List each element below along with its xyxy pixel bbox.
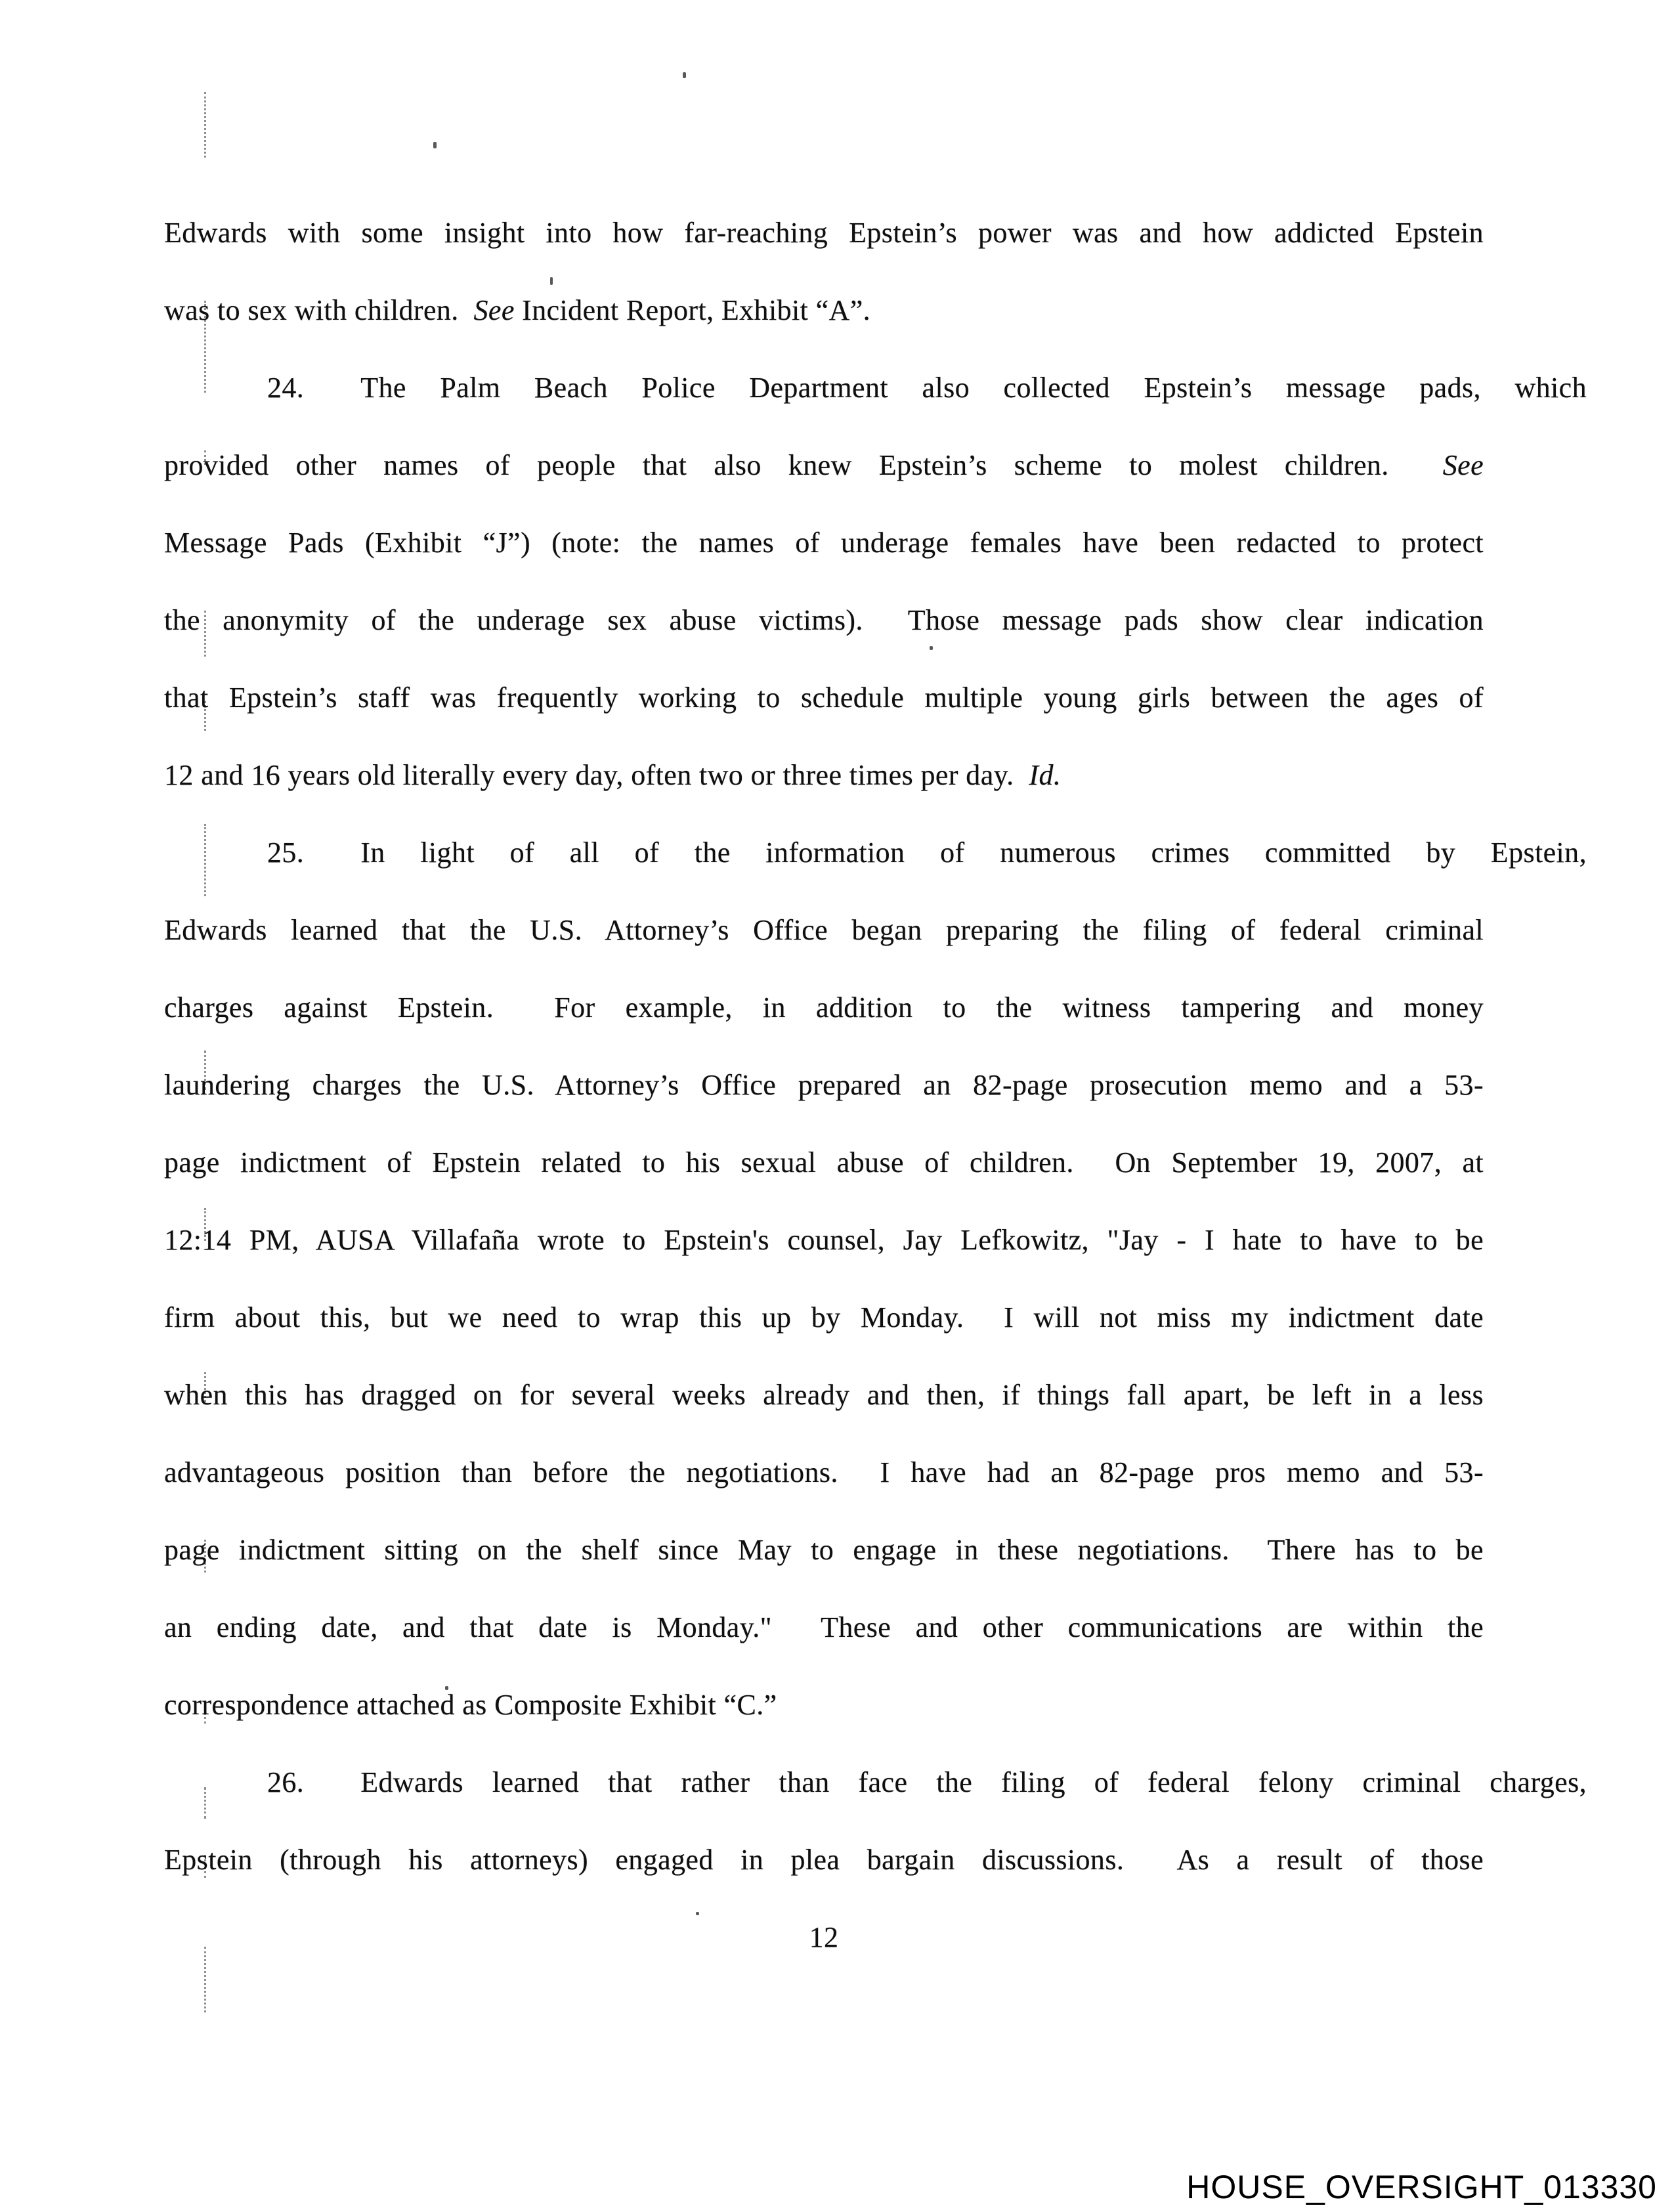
text-line xyxy=(164,427,1484,504)
text-line xyxy=(164,1434,1484,1511)
scan-speck xyxy=(683,72,686,78)
page-number: 12 xyxy=(809,1921,839,1953)
text-run: firm about this, but we need to wrap this up by Monday. I will not miss my indictment date xyxy=(164,1301,1484,1334)
document-text xyxy=(164,194,1587,1976)
text-line xyxy=(164,1511,1484,1589)
text-line xyxy=(164,892,1484,969)
tab-space xyxy=(304,1744,360,1821)
text-line xyxy=(164,349,1587,427)
italic-text-run: See xyxy=(473,294,515,326)
text-run: The Palm Beach Police Department also collected Epstein’s message pads, which xyxy=(360,372,1587,404)
text-line xyxy=(164,1821,1484,1899)
text-line xyxy=(164,272,1484,349)
text-line xyxy=(164,1666,1484,1744)
tab-space xyxy=(304,814,360,892)
text-line xyxy=(164,582,1484,659)
text-line xyxy=(164,194,1484,272)
text-run: 24. xyxy=(267,372,305,404)
text-run: charges against Epstein. For example, in addition to the witness tampering and money xyxy=(164,991,1484,1024)
text-run: the anonymity of the underage sex abuse victims). Those message pads show clear indication xyxy=(164,604,1484,636)
text-run: advantageous position than before the negotiations. I have had an 82-page pros memo and 53- xyxy=(164,1456,1484,1488)
text-line xyxy=(164,1744,1587,1821)
text-run: when this has dragged on for several weeks already and then, if things fall apart, be left in a less xyxy=(164,1379,1484,1411)
text-run: an ending date, and that date is Monday." These and other communications are within the xyxy=(164,1611,1484,1643)
text-run: 25. xyxy=(267,836,305,869)
text-line xyxy=(164,737,1484,814)
text-run: was to sex with children. xyxy=(164,294,474,326)
tab-space xyxy=(304,349,360,427)
scan-speck xyxy=(433,142,437,148)
text-run: Edwards learned that rather than face the filing of federal felony criminal charges, xyxy=(360,1766,1587,1798)
text-run: Edwards learned that the U.S. Attorney’s Office began preparing the filing of federal criminal xyxy=(164,914,1484,946)
text-run: page indictment sitting on the shelf since May to engage in these negotiations. There has to be xyxy=(164,1534,1484,1566)
text-run: correspondence attached as Composite Exhibit “C.” xyxy=(164,1689,777,1721)
italic-text-run: See xyxy=(1442,449,1484,481)
scan-artifact xyxy=(204,92,206,158)
text-line xyxy=(164,1202,1484,1279)
text-run: Message Pads (Exhibit “J”) (note: the names of underage females have been redacted to protect xyxy=(164,527,1484,559)
text-line xyxy=(164,969,1484,1047)
italic-text-run: Id. xyxy=(1029,759,1062,791)
text-run: In light of all of the information of numerous crimes committed by Epstein, xyxy=(360,836,1587,869)
text-line xyxy=(164,1589,1484,1666)
text-run: 26. xyxy=(267,1766,305,1798)
text-line xyxy=(164,1047,1484,1124)
text-line xyxy=(164,1124,1484,1202)
text-run: laundering charges the U.S. Attorney’s Office prepared an 82-page prosecution memo and a 53- xyxy=(164,1069,1484,1101)
text-line xyxy=(164,659,1484,737)
text-run: that Epstein’s staff was frequently working to schedule multiple young girls between the ages of xyxy=(164,682,1484,714)
text-run: Epstein (through his attorneys) engaged in plea bargain discussions. As a result of those xyxy=(164,1844,1484,1876)
text-run: 12 and 16 years old literally every day, often two or three times per day. xyxy=(164,759,1029,791)
text-line xyxy=(164,814,1587,892)
text-run: Edwards with some insight into how far-reaching Epstein’s power was and how addicted Epstein xyxy=(164,217,1484,249)
text-run: provided other names of people that also knew Epstein’s scheme to molest children. xyxy=(164,449,1443,481)
text-line xyxy=(164,1279,1484,1356)
text-run: Incident Report, Exhibit “A”. xyxy=(514,294,871,326)
text-run: 12:14 PM, AUSA Villafaña wrote to Epstein's counsel, Jay Lefkowitz, "Jay - I hate to have to be xyxy=(164,1224,1484,1256)
text-run: page indictment of Epstein related to his sexual abuse of children. On September 19, 2007, at xyxy=(164,1146,1484,1179)
text-line xyxy=(164,1356,1484,1434)
text-line xyxy=(164,504,1484,582)
bates-stamp: HOUSE_OVERSIGHT_013330 xyxy=(1186,2169,1657,2205)
